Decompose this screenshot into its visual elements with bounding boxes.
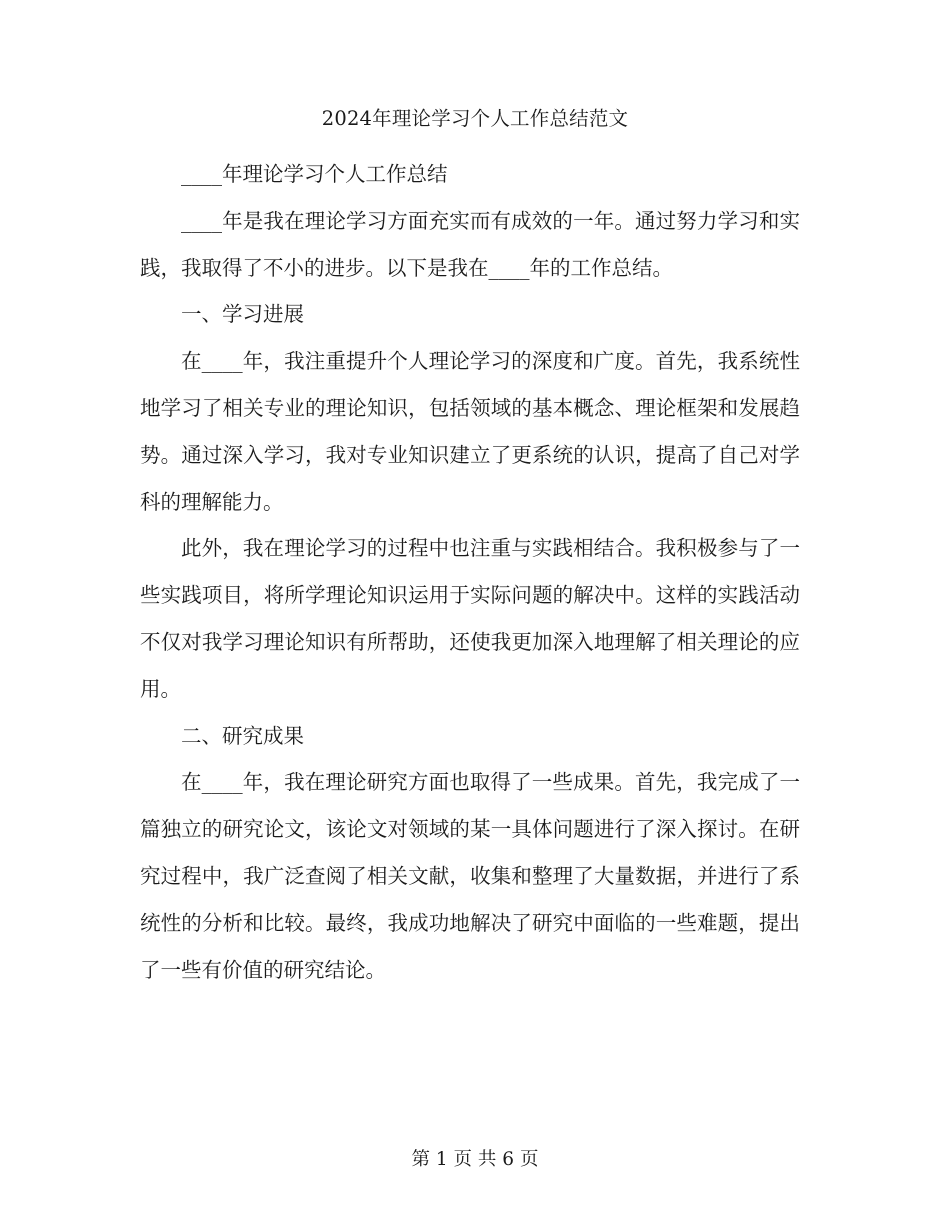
learning-progress-paragraph-1: 在____年，我注重提升个人理论学习的深度和广度。首先，我系统性地学习了相关专业的理论知识，包括领域的基本概念、理论框架和发展趋势。通过深入学习，我对专业知识建立了更系统的认识，提高了自己对学科的理解能力。 xyxy=(140,349,800,514)
research-results-paragraph: 在____年，我在理论研究方面也取得了一些成果。首先，我完成了一篇独立的研究论文，该论文对领域的某一具体问题进行了深入探讨。在研究过程中，我广泛查阅了相关文献，收集和整理了大量数据，并进行了系统性的分析和比较。最终，我成功地解决了研究中面临的一些难题，提出了一些有价值的研究结论。 xyxy=(140,770,800,982)
section-heading-learning-progress: 一、学习进展 xyxy=(181,302,304,327)
subtitle-paragraph: ____年理论学习个人工作总结 xyxy=(181,162,448,186)
page-number-footer: 第 1 页 共 6 页 xyxy=(411,1149,539,1170)
document-body xyxy=(140,151,800,993)
learning-progress-paragraph-2: 此外，我在理论学习的过程中也注重与实践相结合。我积极参与了一些实践项目，将所学理论知识运用于实际问题的解决中。这样的实践活动不仅对我学习理论知识有所帮助，还使我更加深入地理解了相关理论的应用。 xyxy=(140,536,800,701)
section-heading-research-results: 二、研究成果 xyxy=(181,723,304,748)
intro-paragraph: ____年是我在理论学习方面充实而有成效的一年。通过努力学习和实践，我取得了不小的进步。以下是我在____年的工作总结。 xyxy=(140,208,800,280)
document-title: 2024年理论学习个人工作总结范文 xyxy=(321,107,629,130)
